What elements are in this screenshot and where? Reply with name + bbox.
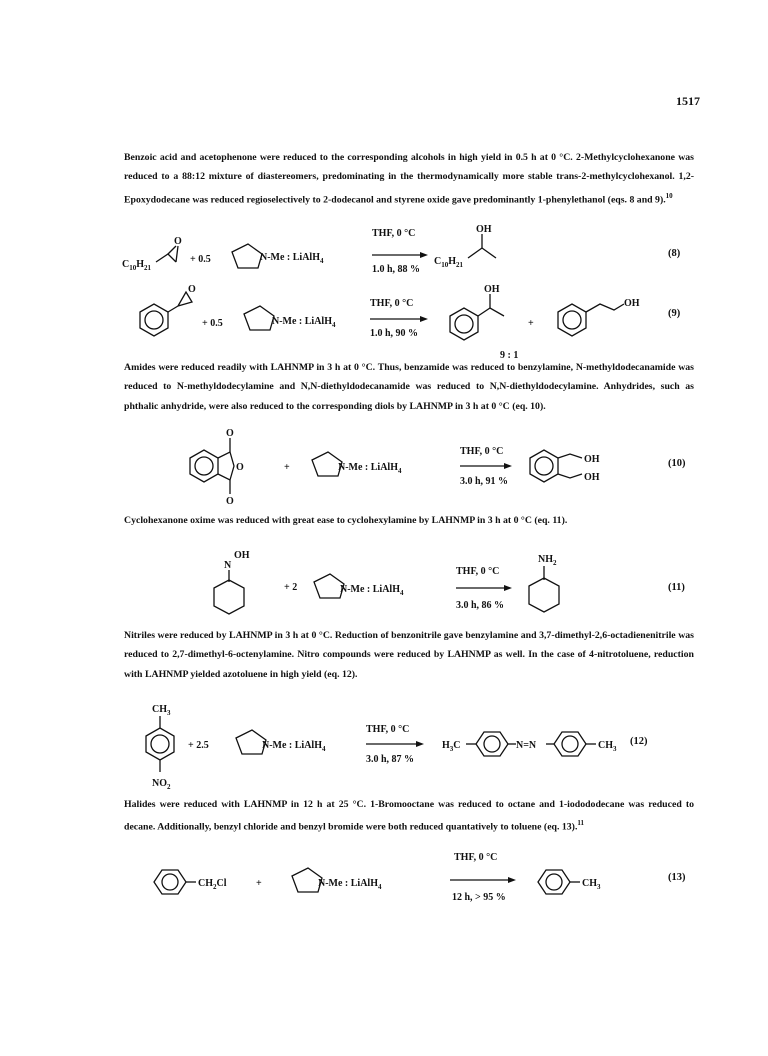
carbonyl-o-top: O <box>226 428 234 439</box>
h3c-label: $H_3C$ <box>442 740 461 753</box>
hydroxyl-bottom: OH <box>584 472 600 483</box>
conditions-top: THF, 0 °C <box>370 298 414 309</box>
equation-12 <box>110 700 700 796</box>
conditions-bottom: 3.0 h, 91 % <box>460 476 509 487</box>
conditions-top: THF, 0 °C <box>372 228 416 239</box>
paragraph-3 <box>124 511 694 530</box>
coefficient: + 2.5 <box>188 740 209 751</box>
hydroxyl-label: OH <box>476 224 492 235</box>
paragraph-1-text: Benzoic acid and acetophenone were reduced to the corresponding alcohols in high yield in 0.5 h at 0 °C. 2-Methylcyclohexanone was reduced to a 88:12 mixture of diastereomers, predominating in the thermodynamically more stable trans-2-methylcyclohexanol. 1,2-Epoxydodecane was reduced regioselectively to 2-dodecanol and styrene oxide gave predominantly 1-phenylethanol (eqs. 8 and 9). <box>124 152 694 206</box>
page-number: 1517 <box>676 94 700 108</box>
equation-8 <box>110 222 700 282</box>
azo-label: N=N <box>516 740 537 751</box>
oxygen-label: O <box>188 284 196 295</box>
reagent: N-Me : LiAlH$_4$ <box>262 740 326 753</box>
carbonyl-o-bottom: O <box>226 496 234 507</box>
reference-11: 11 <box>577 819 585 828</box>
benzene-ring <box>140 304 168 336</box>
reagent: N-Me : LiAlH$_4$ <box>338 462 402 475</box>
conditions-top: THF, 0 °C <box>366 724 410 735</box>
equation-11-scheme <box>110 548 700 628</box>
equation-number: (8) <box>668 248 681 259</box>
paragraph-5-text: Halides were reduced with LAHNMP in 12 h at 25 °C. 1-Bromooctane was reduced to octane and 1-iodododecane was reduced to decane. Additionally, benzyl chloride and benzyl bromide were both reduced quantatively to toluene (eq. 13). <box>124 799 694 833</box>
alkyl-c-label: $C_{10}H_{21}$ <box>122 259 152 272</box>
equation-number: (12) <box>630 736 648 747</box>
hydroxyl-label: OH <box>484 284 500 295</box>
hydroxyl-top: OH <box>584 454 600 465</box>
plus-sign: + <box>284 462 290 473</box>
paragraph-2 <box>124 358 694 416</box>
paragraph-2-text: Amides were reduced readily with LAHNMP in 3 h at 0 °C. Thus, benzamide was reduced to benzylamine, N-methyldodecanamide was reduced to N-methyldodecylamine and N,N-diethyldodecanamide was reduced to N,N-diethyldodecylamine. Anhydrides, such as phthalic anhydride, were also reduced to the corresponding diols by LAHNMP in 3 h at 0 °C (eq. 10). <box>124 362 694 412</box>
equation-10-scheme <box>110 426 700 510</box>
plus-sign: + <box>528 318 534 329</box>
hydroxyl-label: OH <box>234 550 250 561</box>
equation-8-scheme <box>110 222 700 282</box>
paragraph-4 <box>124 626 694 684</box>
methyl-label: $CH_3$ <box>152 704 171 717</box>
ch2cl-label: $CH_2Cl$ <box>198 878 227 891</box>
conditions-bottom: 12 h, > 95 % <box>452 892 506 903</box>
conditions-bottom: 1.0 h, 88 % <box>372 264 421 275</box>
methyl-label: $CH_3$ <box>582 878 601 891</box>
coefficient: + 0.5 <box>190 254 211 265</box>
equation-9-scheme <box>110 282 700 362</box>
reagent: N-Me : LiAlH$_4$ <box>318 878 382 891</box>
equation-9 <box>110 282 700 362</box>
ring-oxygen: O <box>236 462 244 473</box>
reagent: N-Me : LiAlH$_4$ <box>272 316 336 329</box>
conditions-top: THF, 0 °C <box>456 566 500 577</box>
paragraph-4-text: Nitriles were reduced by LAHNMP in 3 h at 0 °C. Reduction of benzonitrile gave benzylamine and 3,7-dimethyl-2,6-octadienenitrile was reduced to 2,7-dimethyl-6-octenylamine. Nitro compounds were reduced by LAHNMP as well. In the case of 4-nitrotoluene, reduction with LAHNMP yielded azotoluene in high yield (eq. 12). <box>124 630 694 680</box>
toluene-ring <box>146 728 174 760</box>
cyclohexane-ring <box>214 580 244 614</box>
reagent: N-Me : LiAlH$_4$ <box>340 584 404 597</box>
methyl-label-2: $CH_3$ <box>598 740 617 753</box>
nitro-label: $NO_2$ <box>152 778 171 791</box>
paragraph-5 <box>124 795 694 837</box>
equation-12-scheme <box>110 700 700 796</box>
equation-number: (13) <box>668 872 686 883</box>
oxygen-label: O <box>174 236 182 247</box>
coefficient: + 2 <box>284 582 298 593</box>
reference-10: 10 <box>665 191 673 200</box>
conditions-bottom: 3.0 h, 86 % <box>456 600 505 611</box>
equation-13 <box>110 848 700 908</box>
reagent: N-Me : LiAlH$_4$ <box>260 252 324 265</box>
equation-number: (11) <box>668 582 685 593</box>
paragraph-1 <box>124 148 694 209</box>
equation-11 <box>110 548 700 628</box>
conditions-bottom: 1.0 h, 90 % <box>370 328 419 339</box>
coefficient: + 0.5 <box>202 318 223 329</box>
equation-number: (10) <box>668 458 686 469</box>
conditions-bottom: 3.0 h, 87 % <box>366 754 415 765</box>
product-alkyl: $C_{10}H_{21}$ <box>434 256 464 269</box>
nitrogen-label: N <box>224 560 232 571</box>
amine-label: $NH_2$ <box>538 554 557 567</box>
hydroxyl-label-2: OH <box>624 298 640 309</box>
equation-10 <box>110 426 700 510</box>
equation-number: (9) <box>668 308 681 319</box>
conditions-top: THF, 0 °C <box>454 852 498 863</box>
paragraph-3-text: Cyclohexanone oxime was reduced with great ease to cyclohexylamine by LAHNMP in 3 h at 0 °C (eq. 11). <box>124 515 568 526</box>
plus-sign: + <box>256 878 262 889</box>
equation-13-scheme <box>110 848 700 908</box>
product-ratio: 9 : 1 <box>500 350 519 361</box>
conditions-top: THF, 0 °C <box>460 446 504 457</box>
